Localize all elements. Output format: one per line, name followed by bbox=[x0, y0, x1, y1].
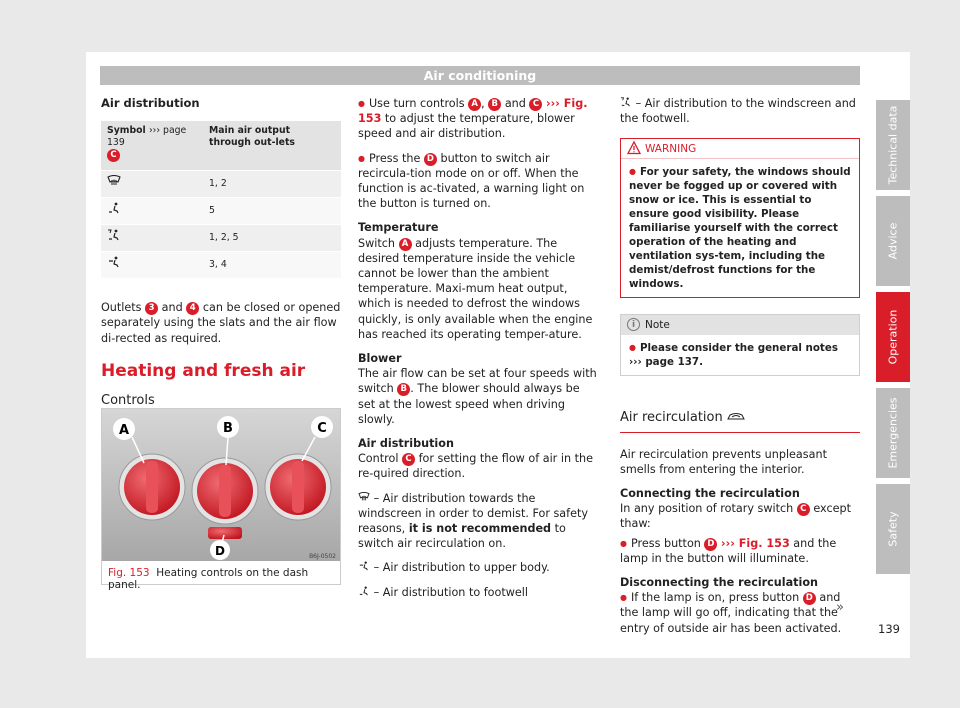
table-header-symbol bbox=[101, 121, 203, 170]
callout-d bbox=[210, 540, 230, 560]
upper-body-paragraph: – Air distribution to upper body. bbox=[358, 560, 600, 575]
svg-text:B: B bbox=[223, 421, 233, 436]
callout-a: A bbox=[468, 98, 481, 111]
air-distribution-subtitle: Air distribution bbox=[358, 437, 454, 451]
table-row bbox=[101, 170, 341, 197]
column-middle bbox=[358, 96, 600, 609]
outlets-paragraph: Outlets 3 and 4 can be closed or opened separately using the slats and the air flow di-rected as required. bbox=[101, 301, 341, 345]
figure-heating-controls bbox=[101, 408, 341, 591]
windscreen-footwell-icon bbox=[620, 97, 632, 107]
windscreen-icon bbox=[358, 492, 370, 502]
windscreen-footwell-icon bbox=[107, 229, 121, 241]
table-row bbox=[101, 224, 341, 251]
windscreen-icon bbox=[107, 175, 121, 187]
heating-controls-illustration bbox=[102, 409, 340, 561]
temperature-paragraph: Switch A adjusts temperature. The desired temperature inside the vehicle cannot be lower than the ambient temperature. Maxi-mum heat output, which is needed to defrost the windows quickly, is only available when the engine has reached its operating temper-ature. bbox=[358, 236, 593, 341]
fig-ref-link[interactable]: ››› Fig. 153 bbox=[721, 536, 790, 550]
note-body: ● Please consider the general notes ››› page 137. bbox=[621, 335, 859, 375]
tab-advice[interactable]: Advice bbox=[876, 196, 910, 286]
callout-3: 3 bbox=[145, 302, 158, 315]
continued-marker: » bbox=[836, 600, 844, 615]
warning-box bbox=[620, 138, 860, 298]
page-header: Air conditioning bbox=[100, 66, 860, 85]
windscreen-footwell-paragraph: – Air distribution to the windscreen and the footwell. bbox=[620, 97, 856, 126]
table-row bbox=[101, 251, 341, 278]
table-cell-value: 1, 2 bbox=[203, 170, 341, 197]
table-cell-value: 3, 4 bbox=[203, 251, 341, 278]
figure-code: B6J-0502 bbox=[309, 553, 336, 560]
footwell-icon bbox=[107, 202, 121, 214]
recirculation-intro: Air recirculation prevents unpleasant smells from entering the interior. bbox=[620, 447, 827, 476]
bullet-disconnect: ● If the lamp is on, press button D and the lamp will go off, indicating that the entry of outside air has been activated. bbox=[620, 590, 860, 636]
info-icon: i bbox=[627, 318, 640, 331]
side-tabs bbox=[876, 100, 910, 580]
disconnecting-title: Disconnecting the recirculation bbox=[620, 576, 818, 590]
connecting-title: Connecting the recirculation bbox=[620, 487, 800, 501]
subsection-title: Controls bbox=[101, 393, 155, 409]
svg-text:A: A bbox=[118, 423, 130, 438]
note-box bbox=[620, 314, 860, 376]
tab-technical-data[interactable]: Technical data bbox=[876, 100, 910, 190]
note-header: i Note bbox=[621, 315, 859, 335]
recirculation-title: Air recirculation bbox=[620, 410, 860, 425]
callout-c: C bbox=[529, 98, 542, 111]
bullet-recirculation: ● Press the D button to switch air recircula-tion mode on or off. When the function is ac-tivated, a warning light on the button is turned on. bbox=[358, 151, 600, 212]
note-page-ref[interactable]: ››› page 137 bbox=[629, 356, 700, 369]
figure-caption: Fig. 153 Heating controls on the dash panel. bbox=[108, 567, 309, 591]
page-number: 139 bbox=[878, 622, 900, 636]
table-header-output: Main air output through out-lets bbox=[203, 121, 341, 170]
callout-c bbox=[311, 416, 333, 438]
bullet-turn-controls: ● Use turn controls A , B and C ››› Fig. 153 to adjust the temperature, blower speed and air distribution. bbox=[358, 96, 600, 142]
callout-b bbox=[217, 416, 239, 438]
callout-d: D bbox=[704, 538, 717, 551]
divider bbox=[620, 432, 860, 433]
callout-b: B bbox=[488, 98, 501, 111]
bullet-press-d: ● Press button D ››› Fig. 153 and the lamp in the button will illuminate. bbox=[620, 536, 860, 566]
callout-a: A bbox=[399, 238, 412, 251]
svg-text:C: C bbox=[317, 421, 327, 436]
column-left bbox=[101, 96, 341, 415]
table-cell-value: 5 bbox=[203, 197, 341, 224]
header-symbol-label: Symbol bbox=[107, 125, 146, 137]
footwell-paragraph: – Air distribution to footwell bbox=[358, 585, 600, 600]
warning-triangle-icon bbox=[627, 141, 641, 155]
tab-emergencies[interactable]: Emergencies bbox=[876, 388, 910, 478]
callout-a bbox=[113, 418, 135, 440]
button-d-recirculation[interactable] bbox=[208, 527, 242, 539]
column-right bbox=[620, 96, 860, 636]
table-row bbox=[101, 197, 341, 224]
connecting-paragraph: In any position of rotary switch C except thaw: bbox=[620, 502, 851, 531]
callout-d: D bbox=[803, 592, 816, 605]
footwell-icon bbox=[358, 586, 370, 596]
air-distribution-table bbox=[101, 121, 341, 278]
temperature-title: Temperature bbox=[358, 221, 439, 235]
blower-title: Blower bbox=[358, 352, 402, 366]
callout-b: B bbox=[397, 383, 410, 396]
upper-body-icon bbox=[358, 561, 370, 571]
callout-c: C bbox=[402, 453, 415, 466]
header-page-ref[interactable]: ››› page 139 bbox=[107, 125, 187, 149]
callout-c: C bbox=[797, 503, 810, 516]
windscreen-paragraph: – Air distribution towards the windscreen in order to demist. For safety reasons, it is not recommended to switch air recirculation on. bbox=[358, 491, 588, 551]
warning-body: ● For your safety, the windows should never be fogged up or covered with snow or ice. This is essential to ensure good visibility. Please familiarise yourself with the correct operation of the heating and ventilation sys-tem, including the demist/defrost functions for the windows. bbox=[621, 159, 859, 297]
svg-text:D: D bbox=[215, 544, 225, 558]
callout-c: C bbox=[107, 149, 120, 162]
tab-operation[interactable]: Operation bbox=[876, 292, 910, 382]
section-title: Heating and fresh air bbox=[101, 360, 306, 381]
warning-header: WARNING bbox=[621, 139, 859, 159]
air-distribution-title: Air distribution bbox=[101, 96, 200, 110]
callout-4: 4 bbox=[186, 302, 199, 315]
blower-paragraph: The air flow can be set at four speeds with switch B . The blower should always be set at the lowest speed when driving slowly. bbox=[358, 367, 597, 426]
callout-d: D bbox=[424, 153, 437, 166]
table-header-row bbox=[101, 121, 341, 170]
recirculation-car-icon bbox=[727, 412, 745, 421]
fig-ref-link[interactable]: ››› Fig. 153 bbox=[358, 97, 588, 126]
table-cell-value: 1, 2, 5 bbox=[203, 224, 341, 251]
tab-safety[interactable]: Safety bbox=[876, 484, 910, 574]
air-distribution-paragraph: Control C for setting the flow of air in the re-quired direction. bbox=[358, 452, 593, 481]
figure-number: Fig. 153 bbox=[108, 567, 150, 579]
upper-body-icon bbox=[107, 256, 121, 268]
